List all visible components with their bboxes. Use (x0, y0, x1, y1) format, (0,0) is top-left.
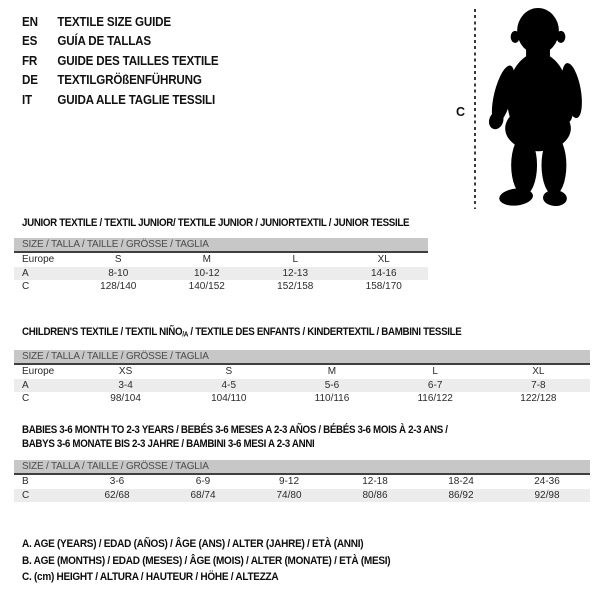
language-code: EN (22, 15, 38, 29)
size-cell: 158/170 (365, 281, 402, 293)
size-cell: 140/152 (188, 281, 225, 293)
size-cell: 110/116 (314, 393, 350, 405)
size-cell: 6-9 (195, 476, 211, 488)
size-cell: S (114, 254, 122, 266)
legend-line: A. AGE (YEARS) / EDAD (AÑOS) / ÂGE (ANS) / ALTER (JAHRE) / ETÀ (ANNI) (22, 538, 364, 550)
language-code: FR (22, 53, 38, 68)
table-row (14, 267, 428, 281)
size-cell: 92/98 (534, 489, 560, 501)
size-cell: L (292, 254, 299, 266)
legend-line: C. (cm) HEIGHT / ALTURA / HAUTEUR / HÖHE / ALTEZZA (22, 571, 279, 584)
baby-silhouette-icon (486, 7, 598, 207)
size-cell: 104/110 (211, 393, 247, 405)
table-row (14, 474, 590, 489)
table-row (14, 280, 428, 294)
table-row (14, 392, 590, 406)
section-title-children (22, 326, 461, 339)
babies-size-table (14, 460, 590, 502)
size-cell: 3-4 (118, 379, 133, 391)
section-title-junior: JUNIOR TEXTILE / TEXTIL JUNIOR/ TEXTILE JUNIOR / JUNIORTEXTIL / JUNIOR TESSILE (22, 217, 410, 229)
size-cell: 98/104 (110, 393, 141, 405)
size-cell: 80/86 (362, 489, 388, 501)
language-title: GUÍA DE TALLAS (57, 34, 151, 49)
language-title: TEXTILE SIZE GUIDE (57, 15, 171, 29)
row-label: C (22, 393, 30, 405)
size-cell: 18-24 (448, 476, 474, 488)
language-row (22, 13, 218, 32)
language-list (22, 13, 218, 110)
language-row (22, 91, 218, 110)
row-label: Europe (22, 254, 55, 266)
size-cell: 122/128 (520, 393, 557, 405)
row-label: C (22, 489, 30, 501)
language-code: IT (22, 92, 32, 107)
row-label: A (22, 379, 29, 391)
size-cell: 4-5 (221, 379, 236, 391)
size-cell: 128/140 (100, 281, 137, 293)
size-cell: S (225, 366, 233, 378)
table-row (14, 379, 590, 393)
title-text: / TEXTILE DES ENFANTS / KINDERTEXTIL / BAMBINI TESSILE (188, 326, 462, 338)
row-label: C (22, 281, 30, 293)
size-cell: 74/80 (276, 489, 302, 501)
size-cell: M (327, 366, 337, 378)
size-cell: 152/158 (277, 281, 314, 293)
size-cell: 7-8 (531, 379, 546, 391)
title-subscript: /A (182, 331, 189, 339)
size-cell: 6-7 (427, 379, 443, 391)
language-title: TEXTILGRÖßENFÜHRUNG (57, 73, 202, 88)
language-code: DE (22, 73, 38, 88)
table-row (14, 364, 590, 379)
section-title-babies (22, 424, 448, 451)
height-measure-label: C (456, 105, 466, 119)
size-cell: 12-18 (362, 476, 388, 488)
size-cell: M (202, 254, 211, 266)
size-cell: 24-36 (534, 476, 560, 488)
size-cell: 5-6 (324, 379, 340, 391)
language-row (22, 52, 218, 71)
size-cell: 86/92 (448, 489, 474, 501)
title-text: CHILDREN'S TEXTILE / TEXTIL NIÑO (22, 326, 183, 338)
children-size-table (14, 350, 590, 406)
size-cell: 62/68 (104, 489, 130, 501)
size-cell: XS (118, 366, 133, 378)
row-label: Europe (22, 366, 55, 378)
size-cell: 116/122 (417, 393, 453, 405)
junior-size-table (14, 238, 428, 294)
size-cell: 14-16 (370, 267, 397, 279)
title-line-2: BABYS 3-6 MONATE BIS 2-3 JAHRE / BAMBINI 3-6 MESI A 2-3 ANNI (22, 437, 315, 450)
size-cell: 8-10 (108, 267, 129, 279)
size-header-bar: SIZE / TALLA / TAILLE / GRÖSSE / TAGLIA (14, 238, 428, 252)
size-cell: 10-12 (193, 267, 220, 279)
size-cell: 3-6 (109, 476, 125, 488)
language-code: ES (22, 34, 38, 49)
language-title: GUIDA ALLE TAGLIE TESSILI (57, 92, 216, 107)
size-cell: L (432, 366, 438, 378)
size-cell: 9-12 (278, 476, 299, 488)
row-label: B (22, 476, 29, 488)
language-row (22, 71, 218, 90)
title-line-1: BABIES 3-6 MONTH TO 2-3 YEARS / BEBÉS 3-6 MESES A 2-3 AÑOS / BÉBÉS 3-6 MOIS À 2-3 ANS / (22, 424, 448, 436)
size-cell: 12-13 (282, 267, 309, 279)
size-cell: 68/74 (190, 489, 216, 501)
height-measure-line (474, 9, 476, 209)
legend (22, 536, 390, 586)
language-row (22, 32, 218, 51)
legend-line: B. AGE (MONTHS) / EDAD (MESES) / ÂGE (MOIS) / ALTER (MONATE) / ETÀ (MESI) (22, 554, 391, 567)
table-row (14, 489, 590, 503)
row-label: A (22, 267, 29, 279)
table-row (14, 252, 428, 267)
size-header-bar: SIZE / TALLA / TAILLE / GRÖSSE / TAGLIA (14, 460, 590, 474)
size-cell: XL (532, 366, 545, 378)
language-title: GUIDE DES TAILLES TEXTILE (57, 53, 219, 68)
size-header-bar: SIZE / TALLA / TAILLE / GRÖSSE / TAGLIA (14, 350, 590, 364)
size-cell: XL (377, 254, 390, 266)
